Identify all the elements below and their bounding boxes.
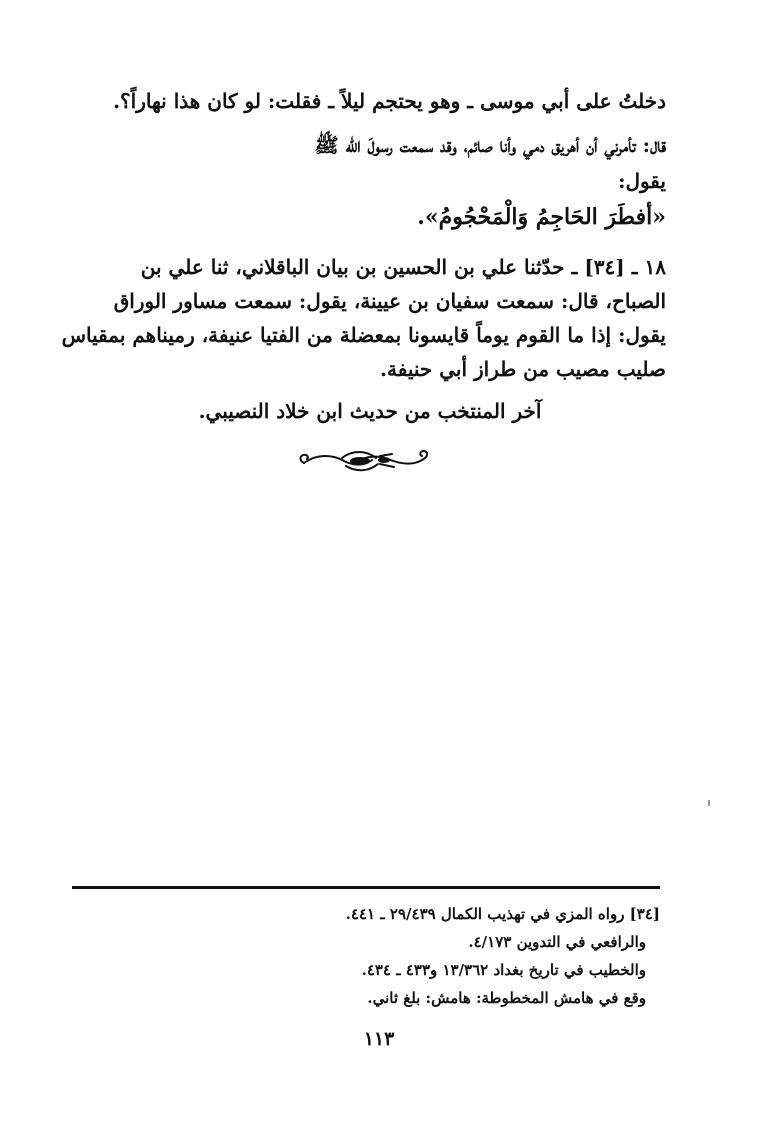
text-line-8: صليب مصيب من طراز أبي حنيفة. bbox=[380, 357, 666, 381]
footnote-rule bbox=[72, 886, 660, 889]
footnote-line-1: [٣٤] رواه المزي في تهذيب الكمال ٢٩/٤٣٩ ـ ٤٤١. bbox=[345, 905, 660, 923]
footnotes bbox=[72, 900, 660, 1020]
footnote-line-2: والرافعي في التدوين ٤/١٧٣. bbox=[468, 933, 646, 951]
footnote-line-3: والخطيب في تاريخ بغداد ١٣/٣٦٢ و٤٣٣ ـ ٤٣٤. bbox=[361, 961, 646, 979]
text-line-2: قال: تأمرني أن أهريق دمي وأنا صائم، وقد سمعت رسولَ الله ﷺ bbox=[314, 133, 666, 157]
margin-speck bbox=[708, 800, 710, 806]
hadith-quote: «أفطَرَ الحَاجِمُ وَالْمَحْجُومُ». bbox=[417, 204, 666, 230]
floral-divider-ornament-icon bbox=[296, 444, 434, 478]
page-number: ١١٣ bbox=[363, 1028, 395, 1050]
text-line-6: الصباح، قال: سمعت سفيان بن عيينة، يقول: سمعت مساور الوراق bbox=[113, 289, 666, 313]
closing-line: آخر المنتخب من حديث ابن خلاد النصيبي. bbox=[198, 399, 542, 423]
footnote-line-4: وقع في هامش المخطوطة: هامش: بلغ ثاني. bbox=[367, 989, 646, 1007]
main-text bbox=[61, 80, 666, 440]
text-line-7: يقول: إذا ما القوم يوماً قايسونا بمعضلة من الفتيا عنيفة، رميناهم بمقياس bbox=[61, 323, 666, 347]
text-line-5: ١٨ ـ [٣٤] ـ حدّثنا علي بن الحسين بن بيان الباقلاني، ثنا علي بن bbox=[140, 255, 666, 279]
text-line-1: دخلتُ على أبي موسى ـ وهو يحتجم ليلاً ـ فقلت: لو كان هذا نهاراً؟. bbox=[113, 89, 666, 113]
text-line-3: يقول: bbox=[618, 169, 666, 193]
